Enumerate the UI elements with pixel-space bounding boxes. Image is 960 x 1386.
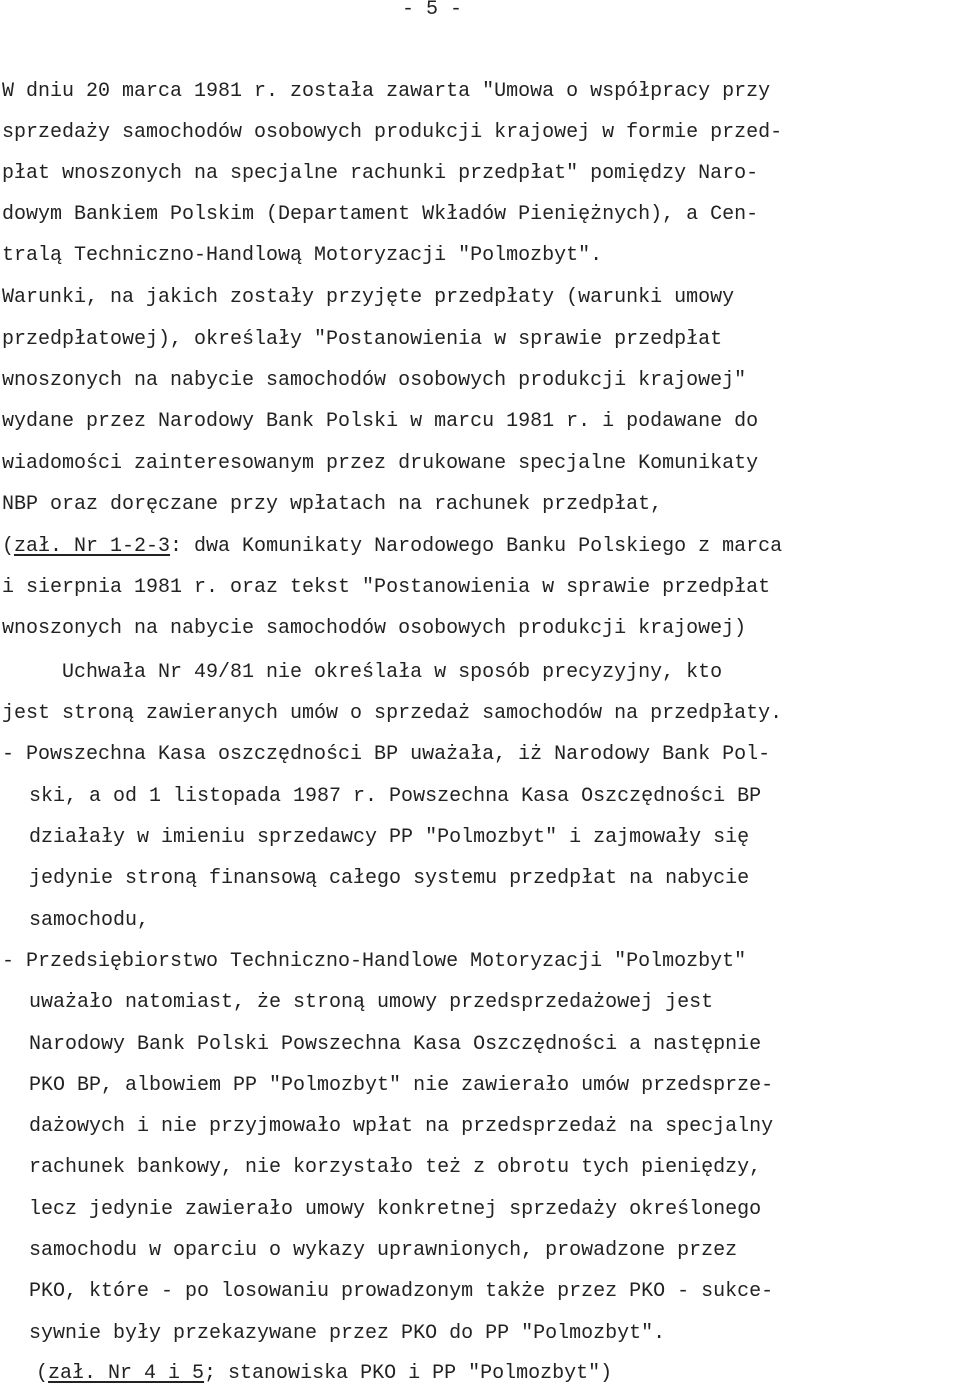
text-line: płat wnoszonych na specjalne rachunki przedpłat" pomiędzy Naro-: [2, 162, 759, 185]
bullet-line: PKO BP, albowiem PP "Polmozbyt" nie zawierało umów przedsprze-: [29, 1074, 774, 1097]
text-line: wiadomości zainteresowanym przez drukowane specjalne Komunikaty: [2, 452, 759, 475]
bullet-line: uważało natomiast, że stroną umowy przedsprzedażowej jest: [29, 991, 714, 1014]
bullet-line: - Przedsiębiorstwo Techniczno-Handlowe Motoryzacji "Polmozbyt": [2, 950, 747, 973]
text-line: wydane przez Narodowy Bank Polski w marcu 1981 r. i podawane do: [2, 410, 759, 433]
paren-open: (: [36, 1362, 49, 1385]
attachment-reference: [36, 1362, 612, 1386]
attachment-link-2: zał. Nr 4 i 5: [48, 1362, 205, 1385]
bullet-line: samochodu w oparciu o wykazy uprawnionych, prowadzone przez: [29, 1239, 738, 1262]
text-line: tralą Techniczno-Handlową Motoryzacji "Polmozbyt".: [2, 244, 603, 267]
text-line: wnoszonych na nabycie samochodów osobowych produkcji krajowej): [2, 617, 747, 640]
bullet-line: sywnie były przekazywane przez PKO do PP "Polmozbyt".: [29, 1322, 666, 1345]
bullet-line: ski, a od 1 listopada 1987 r. Powszechna Kasa Oszczędności BP: [29, 785, 762, 808]
text-line: NBP oraz doręczane przy wpłatach na rachunek przedpłat,: [2, 493, 663, 516]
bullet-line: dażowych i nie przyjmowało wpłat na przedsprzedaż na specjalny: [29, 1115, 774, 1138]
bullet-line: jedynie stroną finansową całego systemu przedpłat na nabycie: [29, 867, 750, 890]
text-line: wnoszonych na nabycie samochodów osobowych produkcji krajowej": [2, 369, 747, 392]
text-line: jest stroną zawieranych umów o sprzedaż samochodów na przedpłaty.: [2, 702, 783, 725]
bullet-line: rachunek bankowy, nie korzystało też z obrotu tych pieniędzy,: [29, 1156, 762, 1179]
text-line: W dniu 20 marca 1981 r. została zawarta "Umowa o współpracy przy: [2, 80, 771, 103]
attachment-desc: : dwa Komunikaty Narodowego Banku Polskiego z marca: [170, 535, 783, 558]
paren-open: (: [2, 535, 15, 558]
page-number: - 5 -: [402, 0, 463, 21]
text-line: przedpłatowej), określały "Postanowienia w sprawie przedpłat: [2, 328, 723, 351]
bullet-line: samochodu,: [29, 909, 150, 932]
text-line: sprzedaży samochodów osobowych produkcji krajowej w formie przed-: [2, 121, 783, 144]
bullet-line: lecz jedynie zawierało umowy konkretnej sprzedaży określonego: [29, 1198, 762, 1221]
attachment-link-1: zał. Nr 1-2-3: [14, 535, 171, 558]
attachment-desc: ; stanowiska PKO i PP "Polmozbyt"): [204, 1362, 613, 1385]
bullet-line: działały w imieniu sprzedawcy PP "Polmozbyt" i zajmowały się: [29, 826, 750, 849]
bullet-line: PKO, które - po losowaniu prowadzonym także przez PKO - sukce-: [29, 1280, 774, 1303]
bullet-line: Narodowy Bank Polski Powszechna Kasa Oszczędności a następnie: [29, 1033, 762, 1056]
text-line: Warunki, na jakich zostały przyjęte przedpłaty (warunki umowy: [2, 286, 735, 309]
text-line: dowym Bankiem Polskim (Departament Wkładów Pieniężnych), a Cen-: [2, 203, 759, 226]
attachment-reference: [2, 535, 782, 559]
text-line: i sierpnia 1981 r. oraz tekst "Postanowienia w sprawie przedpłat: [2, 576, 771, 599]
text-line: Uchwała Nr 49/81 nie określała w sposób precyzyjny, kto: [2, 661, 723, 684]
bullet-line: - Powszechna Kasa oszczędności BP uważała, iż Narodowy Bank Pol-: [2, 743, 771, 766]
